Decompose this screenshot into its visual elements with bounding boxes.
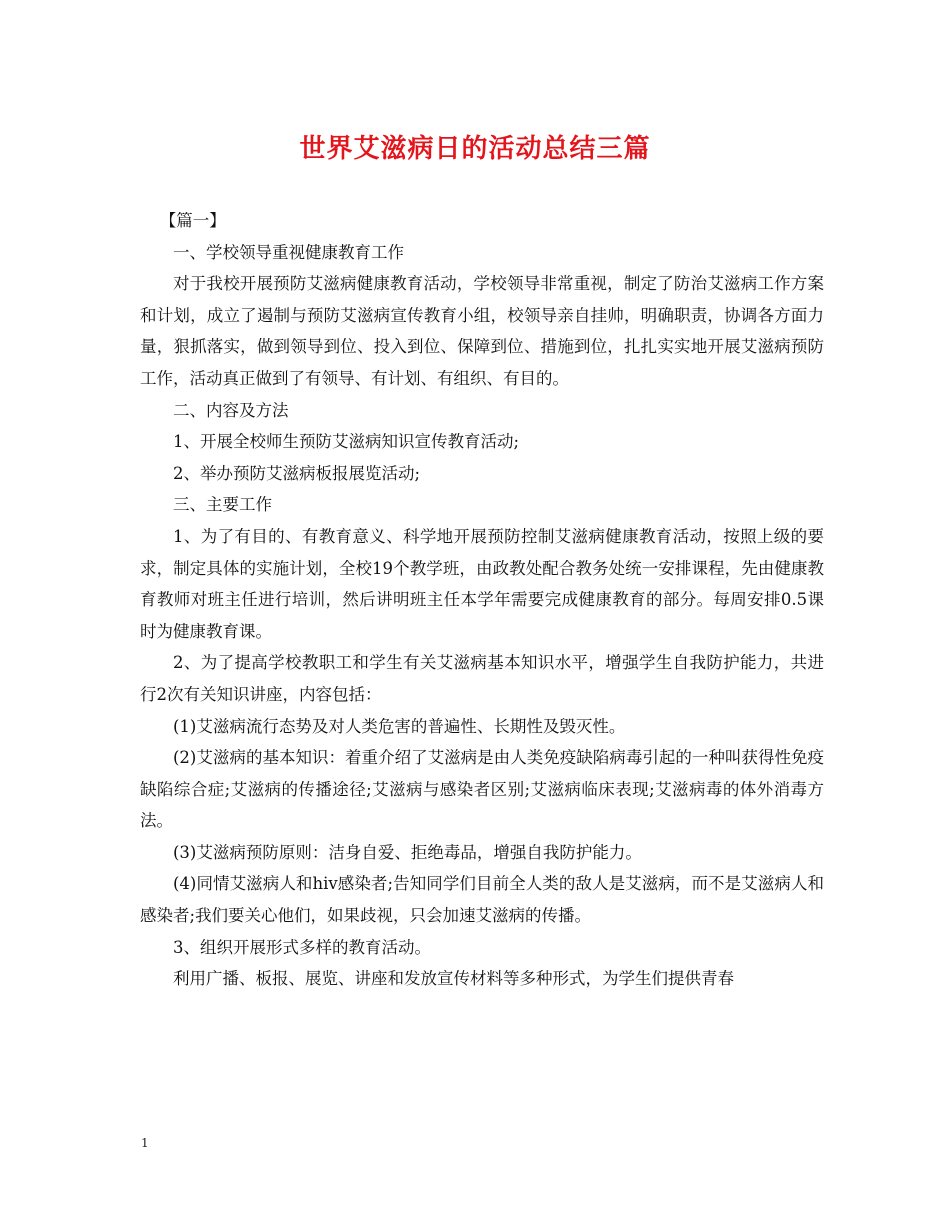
document-body (140, 205, 824, 995)
page-number: 1 (141, 1136, 149, 1150)
body-paragraph: 对于我校开展预防艾滋病健康教育活动，学校领导非常重视，制定了防治艾滋病工作方案和计划，成立了遏制与预防艾滋病宣传教育小组，校领导亲自挂帅，明确职责，协调各方面力量，狠抓落实，做到领导到位、投入到位、保障到位、措施到位，扎扎实实地开展艾滋病预防工作，活动真正做到了有领导、有计划、有组织、有目的。 (140, 274, 824, 388)
body-paragraph: 利用广播、板报、展览、讲座和发放宣传材料等多种形式，为学生们提供青春 (173, 969, 734, 989)
list-item: 1、开展全校师生预防艾滋病知识宣传教育活动; (173, 432, 520, 452)
section-heading: 三、主要工作 (173, 495, 272, 515)
section-label: 【篇一】 (159, 211, 226, 230)
list-item: (3)艾滋病预防原则：洁身自爱、拒绝毒品，增强自我防护能力。 (173, 842, 642, 862)
list-item: (4)同情艾滋病人和hiv感染者;告知同学们目前全人类的敌人是艾滋病，而不是艾滋病人和感染者;我们要关心他们，如果歧视，只会加速艾滋病的传播。 (140, 874, 824, 926)
list-item: (2)艾滋病的基本知识：着重介绍了艾滋病是由人类免疫缺陷病毒引起的一种叫获得性免疫缺陷综合症;艾滋病的传播途径;艾滋病与感染者区别;艾滋病临床表现;艾滋病毒的体外消毒方法。 (140, 748, 824, 831)
document-title: 世界艾滋病日的活动总结三篇 (299, 134, 651, 164)
section-heading: 一、学校领导重视健康教育工作 (173, 242, 404, 262)
list-item: 2、举办预防艾滋病板报展览活动; (173, 463, 421, 483)
body-paragraph: 2、为了提高学校教职工和学生有关艾滋病基本知识水平，增强学生自我防护能力，共进行2次有关知识讲座，内容包括： (140, 653, 824, 704)
body-paragraph: 1、为了有目的、有教育意义、科学地开展预防控制艾滋病健康教育活动，按照上级的要求，制定具体的实施计划，全校19个教学班，由政教处配合教务处统一安排课程，先由健康教育教师对班主任进行培训，然后讲明班主任本学年需要完成健康教育的部分。每周安排0.5课时为健康教育课。 (140, 526, 824, 641)
section-heading: 二、内容及方法 (173, 400, 289, 420)
section-heading: 3、组织开展形式多样的教育活动。 (173, 937, 431, 957)
list-item: (1)艾滋病流行态势及对人类危害的普遍性、长期性及毁灭性。 (173, 716, 626, 736)
